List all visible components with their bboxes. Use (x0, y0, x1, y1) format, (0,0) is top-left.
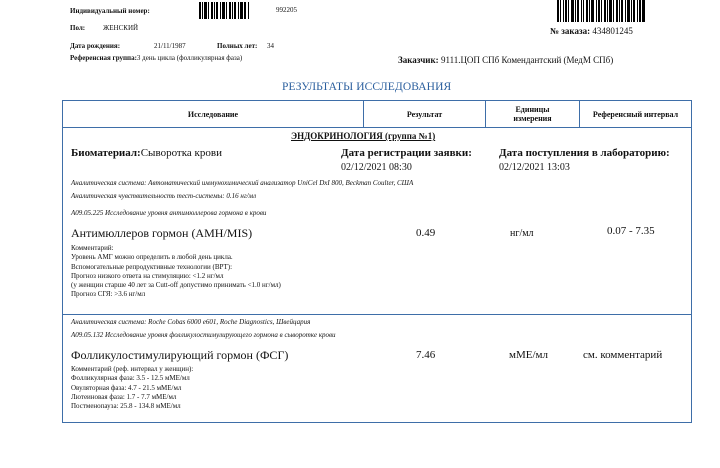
sex-value: ЖЕНСКИЙ (103, 24, 139, 32)
test2-comments (71, 365, 193, 411)
order-number (550, 26, 633, 36)
table-header-row (63, 101, 691, 128)
header-result: Результат (363, 101, 485, 127)
sex-label: Пол: (70, 24, 86, 32)
dob-value: 21/11/1987 (154, 42, 186, 50)
test2-units: мМЕ/мл (509, 349, 548, 361)
test1-comment-line: Уровень АМГ можно определить в любой день цикла. (71, 253, 233, 262)
test1-units: нг/мл (510, 228, 534, 239)
patient-id-label: Индивидуальный номер: (70, 7, 150, 15)
test1-comments (71, 244, 281, 300)
row-divider (63, 314, 691, 315)
header-units-line2: измерения (513, 114, 552, 123)
results-title: РЕЗУЛЬТАТЫ ИССЛЕДОВАНИЯ (282, 81, 452, 93)
order-number-value: 434801245 (592, 26, 633, 36)
test1-name: Антимюллеров гормон (AMH/MIS) (71, 226, 253, 240)
order-barcode (557, 0, 649, 22)
lab-date-label: Дата поступления в лабораторию: (499, 147, 670, 159)
order-number-label: № заказа: (550, 26, 591, 36)
test1-comment-line: Вспомогательные репродуктивные технологии (ВРТ): (71, 262, 233, 271)
age-value: 34 (267, 42, 274, 50)
test2-comment-line: Постменопауза: 25.8 - 134.8 мМЕ/мл (71, 402, 181, 411)
customer (398, 55, 613, 65)
ref-group-label: Референсная группа: (70, 54, 137, 62)
section-title: ЭНДОКРИНОЛОГИЯ (группа №1) (291, 131, 436, 141)
reg-date-value: 02/12/2021 08:30 (341, 162, 412, 173)
results-table (62, 100, 692, 423)
test1-sensitivity: Аналитическая чувствительность тест-системы: 0.16 нг/мл (71, 192, 257, 200)
test1-result: 0.49 (416, 227, 436, 239)
customer-label: Заказчик: (398, 55, 439, 65)
header-units-line1: Единицы (515, 105, 550, 114)
ref-group (70, 54, 242, 62)
test1-system: Аналитическая система: Автоматический иммунохимический анализатор UniCel DxI 800, Beckman Coulter, США (71, 179, 414, 187)
test2-comment-line: Комментарий (реф. интервал у женщин): (71, 365, 194, 373)
biomaterial (71, 147, 222, 159)
test2-comment-line: Овуляторная фаза: 4.7 - 21.5 мМЕ/мл (71, 383, 182, 392)
test2-comment-line: Лютеиновая фаза: 1.7 - 7.7 мМЕ/мл (71, 392, 177, 401)
test2-code: A09.05.132 Исследование уровня фолликулостимулирующего гормона в сыворотке крови (71, 331, 336, 339)
test2-comment-line: Фолликулярная фаза: 3.5 - 12.5 мМЕ/мл (71, 374, 190, 383)
test2-name: Фолликулостимулирующий гормон (ФСГ) (71, 348, 289, 362)
lab-date-value: 02/12/2021 13:03 (499, 162, 570, 173)
dob-label: Дата рождения: (70, 42, 121, 50)
patient-id-value: 992205 (276, 6, 297, 14)
ref-group-value: 3 день цикла (фолликулярная фаза) (136, 54, 243, 62)
biomaterial-label: Биоматериал: (71, 147, 141, 159)
test1-ref: 0.07 - 7.35 (607, 225, 655, 237)
test1-comment-line: Прогноз низкого ответа на стимуляцию: <1.2 нг/мл (71, 271, 224, 280)
test1-comment-line: (у женщин старше 40 лет за Cutt-off допустимо принимать <1.0 нг/мл) (71, 281, 281, 290)
header-test: Исследование (187, 109, 239, 119)
test1-code: A09.05.225 Исследование уровня антимюллерова гормона в крови (71, 209, 267, 217)
test2-result: 7.46 (416, 349, 436, 361)
patient-barcode (199, 2, 256, 19)
customer-value: 9111.ЦОП СПб Комендантский (МедМ СПб) (440, 55, 614, 65)
test2-system: Аналитическая система: Roche Cobas 6000 e601, Roche Diagnostics, Швейцария (71, 318, 311, 326)
test1-comment-line: Прогноз СГЯ: >3.6 нг/мл (71, 290, 146, 299)
reg-date-label: Дата регистрации заявки: (341, 147, 472, 159)
header-ref: Референсный интервал (579, 101, 691, 127)
age-label: Полных лет: (217, 42, 258, 50)
test2-ref: см. комментарий (583, 349, 663, 361)
header-units (485, 101, 579, 127)
test1-comment-line: Комментарий: (71, 244, 114, 252)
biomaterial-value: Сыворотка крови (140, 147, 222, 159)
